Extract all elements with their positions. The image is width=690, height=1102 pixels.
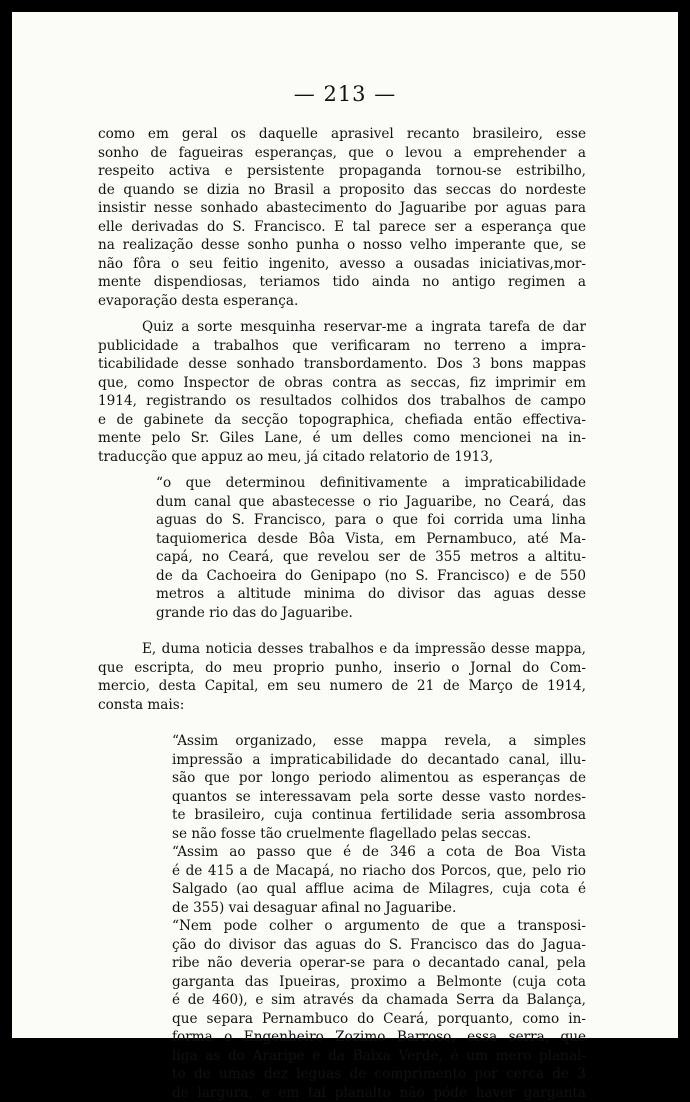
quote-line: capá, no Ceará, que revelou ser de 355 metros a altitu- bbox=[156, 548, 586, 567]
block-quote-1 bbox=[156, 474, 586, 622]
quote-line: se não fosse tão cruelmente flagellado pelas seccas. bbox=[172, 825, 586, 844]
quote-paragraph bbox=[172, 732, 586, 843]
text-line: E, duma noticia desses trabalhos e da impressão desse mappa, bbox=[98, 640, 586, 659]
text-line: como em geral os daquelle aprasivel recanto brasileiro, esse bbox=[98, 125, 586, 144]
text-line: que escripta, do meu proprio punho, inserio o Jornal do Com- bbox=[98, 659, 586, 678]
body-text bbox=[98, 125, 586, 1102]
page-number: — 213 — bbox=[12, 82, 678, 106]
text-line: que, como Inspector de obras contra as seccas, fiz imprimir em bbox=[98, 374, 586, 393]
text-line: consta mais: bbox=[98, 696, 586, 715]
text-line: elle derivadas do S. Francisco. E tal parece ser a esperança que bbox=[98, 218, 586, 237]
block-quote-2 bbox=[172, 732, 586, 1102]
quote-line: ção do divisor das aguas do S. Francisco das do Jagua- bbox=[172, 936, 586, 955]
text-line: ticabilidade desse sonhado transbordamento. Dos 3 bons mappas bbox=[98, 355, 586, 374]
quote-line: grande rio das do Jaguaribe. bbox=[156, 604, 586, 623]
text-line: mente pelo Sr. Giles Lane, é um delles como mencionei na in- bbox=[98, 429, 586, 448]
quote-line: que separa Pernambuco do Ceará, porquanto, como in- bbox=[172, 1010, 586, 1029]
book-page bbox=[12, 12, 678, 1038]
quote-paragraph bbox=[172, 917, 586, 1102]
quote-line: impressão a impraticabilidade do decantado canal, illu- bbox=[172, 751, 586, 770]
text-line: Quiz a sorte mesquinha reservar-me a ingrata tarefa de dar bbox=[98, 318, 586, 337]
text-line: e de gabinete da secção topographica, chefiada então effectiva- bbox=[98, 411, 586, 430]
quote-line: “Assim ao passo que é de 346 a cota de Boa Vista bbox=[172, 843, 586, 862]
paragraph-3 bbox=[98, 640, 586, 714]
paragraph-1 bbox=[98, 125, 586, 310]
quote-line: são que por longo periodo alimentou as esperanças de bbox=[172, 769, 586, 788]
quote-line: é de 415 a de Macapá, no riacho dos Porcos, que, pelo rio bbox=[172, 862, 586, 881]
text-line: mente dispendiosas, teriamos tido ainda no antigo regimen a bbox=[98, 273, 586, 292]
quote-paragraph bbox=[172, 843, 586, 917]
quote-line: te brasileiro, cuja continua fertilidade seria assombrosa bbox=[172, 806, 586, 825]
quote-line: aguas do S. Francisco, para o que foi corrida uma linha bbox=[156, 511, 586, 530]
text-line: na realização desse sonho punha o nosso velho imperante que, se bbox=[98, 236, 586, 255]
text-line: traducção que appuz ao meu, já citado relatorio de 1913, bbox=[98, 448, 586, 467]
text-line: não fôra o seu feitio ingenito, avesso a ousadas iniciativas,mor- bbox=[98, 255, 586, 274]
quote-line: “o que determinou definitivamente a impraticabilidade bbox=[156, 474, 586, 493]
quote-line: “Assim organizado, esse mappa revela, a simples bbox=[172, 732, 586, 751]
quote-line: de 355) vai desaguar afinal no Jaguaribe. bbox=[172, 899, 586, 918]
quote-line: metros a altitude minima do divisor das aguas desse bbox=[156, 585, 586, 604]
text-line: mercio, desta Capital, em seu numero de 21 de Março de 1914, bbox=[98, 677, 586, 696]
text-line: de quando se dizia no Brasil a proposito das seccas do nordeste bbox=[98, 181, 586, 200]
text-line: respeito activa e persistente propaganda tornou-se estribilho, bbox=[98, 162, 586, 181]
paragraph-2 bbox=[98, 318, 586, 466]
quote-line: é de 460), e sim através da chamada Serra da Balança, bbox=[172, 991, 586, 1010]
quote-line: dum canal que abastecesse o rio Jaguaribe, no Ceará, das bbox=[156, 493, 586, 512]
quote-line: “Nem pode colher o argumento de que a transposi- bbox=[172, 917, 586, 936]
quote-line: garganta das Ipueiras, proximo a Belmonte (cuja cota bbox=[172, 973, 586, 992]
quote-line: Salgado (ao qual afflue acima de Milagres, cuja cota é bbox=[172, 880, 586, 899]
quote-line: to de umas dez leguas de comprimento por cerca de 3 bbox=[172, 1065, 586, 1084]
quote-line: de largura, e em tal planalto não póde haver garganta bbox=[172, 1084, 586, 1102]
quote-line: quantos se interessavam pela sorte desse vasto nordes- bbox=[172, 788, 586, 807]
quote-line: ribe não deveria operar-se para o decantado canal, pela bbox=[172, 954, 586, 973]
quote-line: forma o Engenheiro Zozimo Barroso, essa serra, que bbox=[172, 1028, 586, 1047]
text-line: sonho de fagueiras esperanças, que o levou a emprehender a bbox=[98, 144, 586, 163]
quote-line: de da Cachoeira do Genipapo (no S. Francisco) e de 550 bbox=[156, 567, 586, 586]
quote-line: liga as do Araripe e da Baixa Verde, é um mero planal- bbox=[172, 1047, 586, 1066]
quote-line: taquiomerica desde Bôa Vista, em Pernambuco, até Ma- bbox=[156, 530, 586, 549]
text-line: publicidade a trabalhos que verificaram no terreno a impra- bbox=[98, 337, 586, 356]
text-line: 1914, registrando os resultados colhidos dos trabalhos de campo bbox=[98, 392, 586, 411]
text-line: evaporação desta esperança. bbox=[98, 292, 586, 311]
text-line: insistir nesse sonhado abastecimento do Jaguaribe por aguas para bbox=[98, 199, 586, 218]
